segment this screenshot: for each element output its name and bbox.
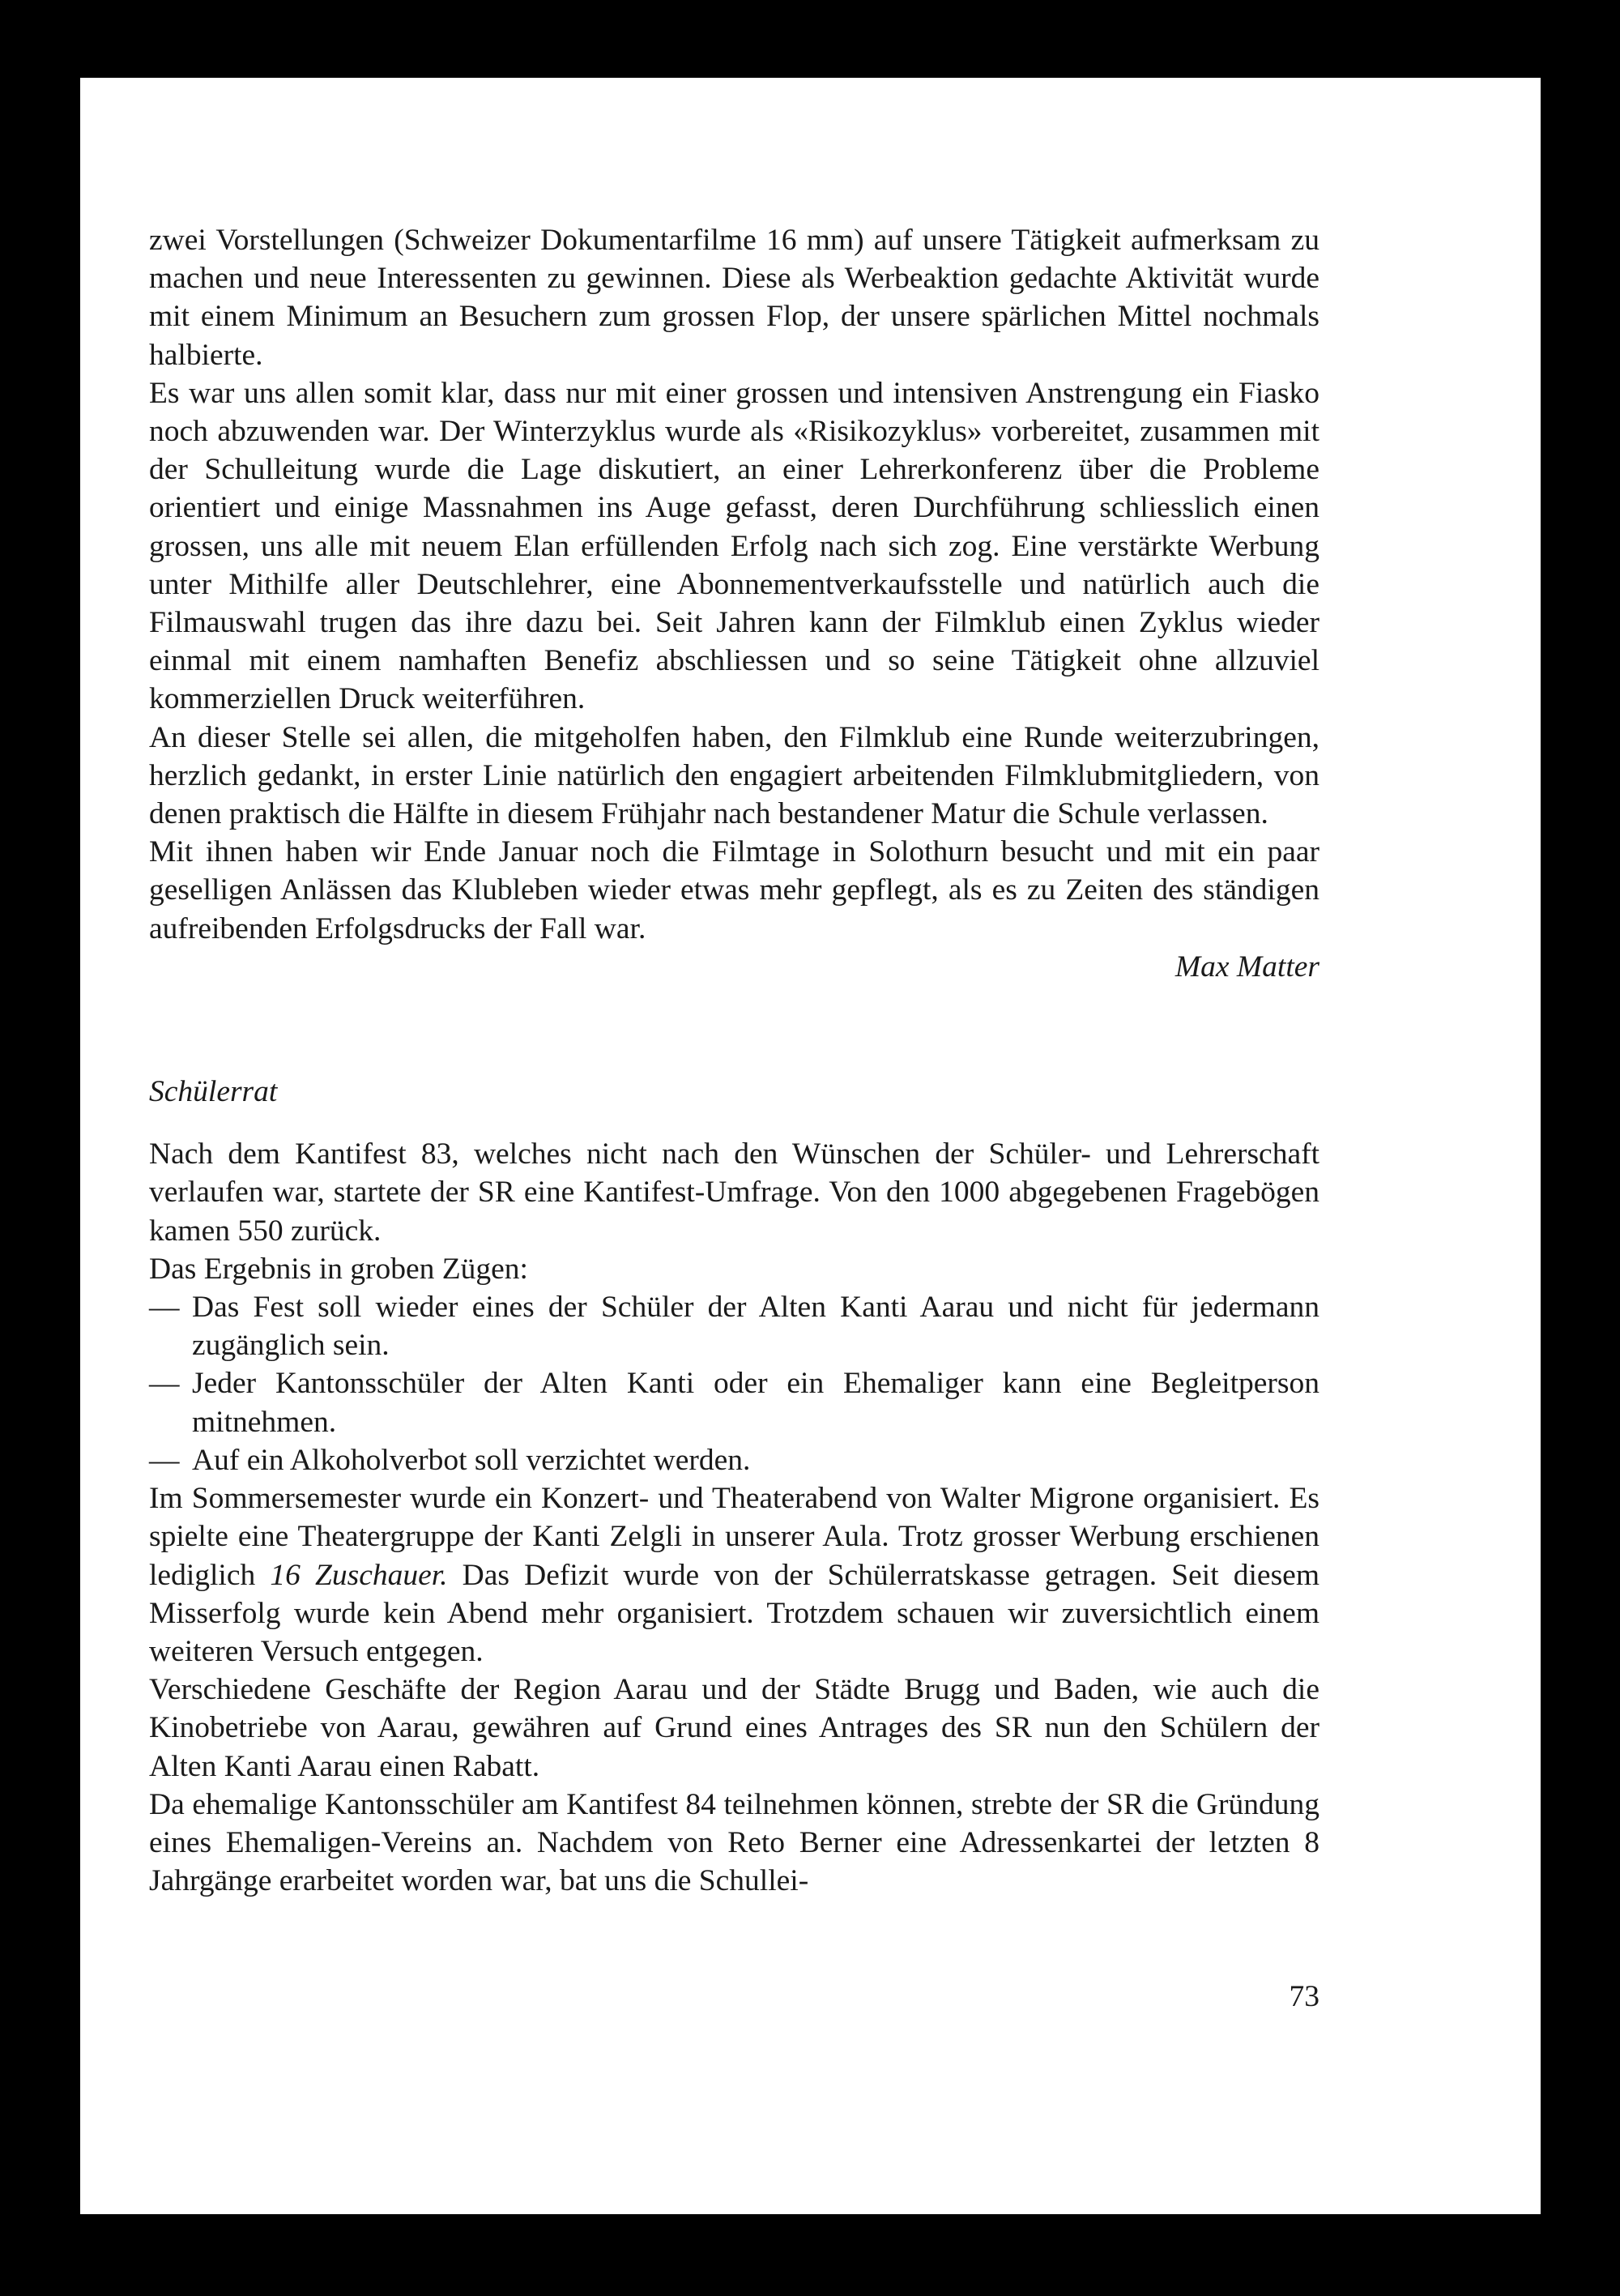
result-item-text: Auf ein Alkoholverbot soll verzichtet werden. <box>192 1443 751 1477</box>
result-list-item <box>149 1288 1319 1364</box>
filmklub-paragraph-3: An dieser Stelle sei allen, die mitgeholfen haben, den Filmklub eine Runde weiterzubringen, herzlich gedankt, in erster Linie natürlich den engagiert arbeitenden Filmklubmitgliedern, von denen praktisch die Hälfte in diesem Frühjahr nach bestandener Matur die Schule verlassen. <box>149 720 1319 831</box>
dash-marker: — <box>149 1443 180 1477</box>
author-signature: Max Matter <box>1174 950 1319 984</box>
summer-text-end: Das Defizit wurde von der Schülerratskasse getragen. Seit diesem Misserfolg wurde kein Abend mehr organisiert. Trotzdem schauen wir zuversichtlich einem weiteren Versuch entgegen. <box>149 1558 1319 1668</box>
result-item-text: Das Fest soll wieder eines der Schüler der Alten Kanti Aarau und nicht für jedermann zugänglich sein. <box>192 1291 1319 1363</box>
document-page <box>80 78 1541 2214</box>
filmklub-paragraph-4: Mit ihnen haben wir Ende Januar noch die Filmtage in Solothurn besucht und mit ein paar geselligen Anlässen das Klubleben wieder etwas mehr gepflegt, als es zu Zeiten des ständigen aufreibenden Erfolgsdrucks der Fall war. <box>149 835 1319 945</box>
dash-marker: — <box>149 1367 180 1401</box>
filmklub-paragraph-1: zwei Vorstellungen (Schweizer Dokumentarfilme 16 mm) auf unsere Tätigkeit aufmerksam zu machen und neue Interessenten zu gewinnen. Diese als Werbeaktion gedachte Aktivität wurde mit einem Minimum an Besuchern zum grossen Flop, der unsere spärlichen Mittel nochmals halbierte. <box>149 224 1319 372</box>
dash-marker: — <box>149 1291 180 1325</box>
result-item-text: Jeder Kantonsschüler der Alten Kanti oder ein Ehemaliger kann eine Begleitperson mitnehmen. <box>192 1367 1319 1439</box>
audience-count-italic: 16 Zuschauer. <box>270 1558 448 1592</box>
alumni-association-paragraph: Da ehemalige Kantonsschüler am Kantifest 84 teilnehmen können, strebte der SR die Gründung eines Ehemaligen-Vereins an. Nachdem von Reto Berner eine Adressenkartei der letzten 8 Jahrgänge erarbeitet worden war, bat uns die Schullei- <box>149 1787 1319 1898</box>
result-list-item <box>149 1364 1319 1440</box>
schuelerrat-intro: Nach dem Kantifest 83, welches nicht nach den Wünschen der Schüler- und Lehrerschaft verlaufen war, startete der SR eine Kantifest-Umfrage. Von den 1000 abgegebenen Fragebögen kamen 550 zurück. <box>149 1137 1319 1248</box>
page-body <box>149 221 1319 1900</box>
result-list-intro: Das Ergebnis in groben Zügen: <box>149 1252 528 1286</box>
page-number: 73 <box>1289 1980 1319 2013</box>
discount-paragraph: Verschiedene Geschäfte der Region Aarau und der Städte Brugg und Baden, wie auch die Kinobetriebe von Aarau, gewähren auf Grund eines Antrages des SR nun den Schülern der Alten Kanti Aarau einen Rabatt. <box>149 1673 1319 1783</box>
summer-semester-paragraph <box>149 1479 1319 1671</box>
filmklub-paragraph-2: Es war uns allen somit klar, dass nur mit einer grossen und intensiven Anstrengung ein Fiasko noch abzuwenden war. Der Winterzyklus wurde als «Risikozyklus» vorbereitet, zusammen mit der Schulleitung wurde die Lage diskutiert, an einer Lehrerkonferenz über die Probleme orientiert und einige Massnahmen ins Auge gefasst, deren Durchführung schliesslich einen grossen, uns alle mit neuem Elan erfüllenden Erfolg nach sich zog. Eine verstärkte Werbung unter Mithilfe aller Deutschlehrer, eine Abonnementverkaufsstelle und natürlich auch die Filmauswahl trugen das ihre dazu bei. Seit Jahren kann der Filmklub einen Zyklus wieder einmal mit einem namhaften Benefiz abschliessen und so seine Tätigkeit ohne allzuviel kommerziellen Druck weiterführen. <box>149 376 1319 716</box>
summer-text-start: Im Sommersemester wurde ein Konzert- und Theaterabend von Walter Migrone organisiert. Es spielte eine Theatergruppe der Kanti Zelgli in unserer Aula. Trotz grosser Werbung erschienen lediglich <box>149 1482 1319 1592</box>
section-heading-schuelerrat: Schülerrat <box>149 1075 278 1109</box>
result-list-item <box>149 1441 1319 1479</box>
